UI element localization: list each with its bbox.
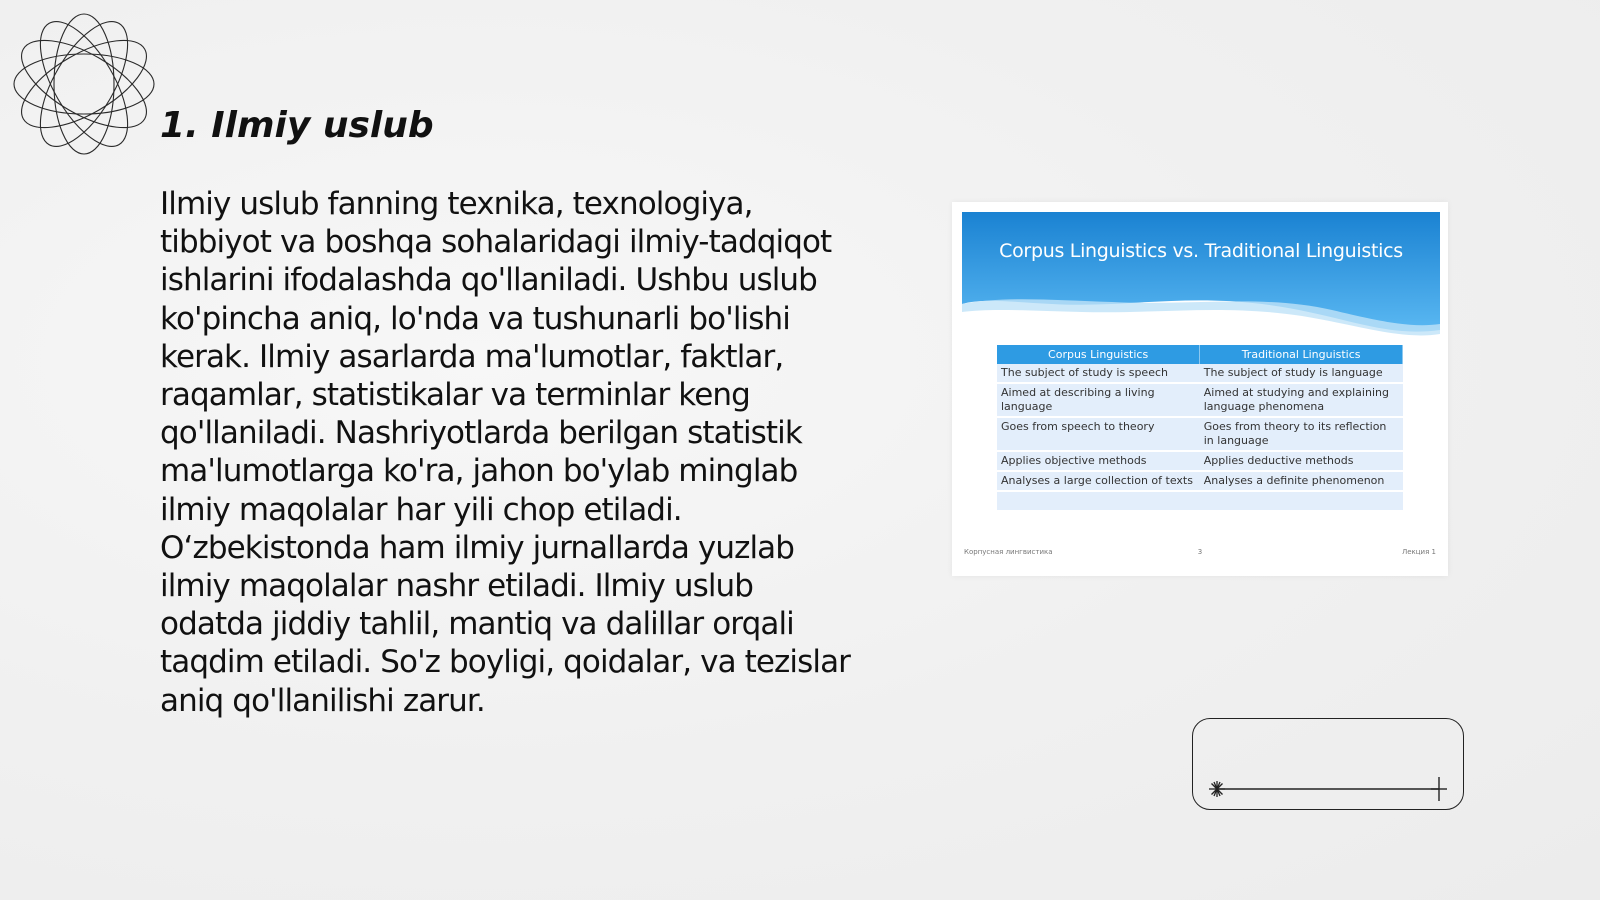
comparison-table [997,345,1403,510]
table-row [997,471,1403,491]
crosshair-icon [1431,777,1447,801]
footer-left: Корпусная лингвистика [964,548,1053,556]
slide-title: 1. Ilmiy uslub [160,105,434,146]
table-cell: Applies deductive methods [1200,451,1403,471]
table-row [997,491,1403,510]
table-cell [1200,491,1403,510]
thumbnail-footer [964,548,1436,558]
table-cell: The subject of study is speech [997,364,1200,383]
slide-thumbnail-image [952,202,1448,576]
wave-header-icon [962,212,1440,342]
spirograph-rings-icon [10,10,158,158]
thumbnail-header [962,212,1440,342]
table-cell: Goes from speech to theory [997,417,1200,451]
sparkle-icon [1209,781,1225,797]
footer-page-number: 3 [1197,548,1203,556]
decorative-frame [1192,718,1464,810]
table-cell: Analyses a definite phenomenon [1200,471,1403,491]
table-cell: Aimed at studying and explaining language phenomena [1200,383,1403,417]
table-cell [997,491,1200,510]
table-cell: Aimed at describing a living language [997,383,1200,417]
slide-body-text: Ilmiy uslub fanning texnika, texnologiya, tibbiyot va boshqa sohalaridagi ilmiy-tadqiqot ishlarini ifodalashda qo'llaniladi. Ushbu uslub ko'pincha aniq, lo'nda va tushunarli bo'lishi kerak. Ilmiy asarlarda ma'lumotlar, faktlar, raqamlar, statistikalar va terminlar keng qo'llaniladi. Nashriyotlarda berilgan statistik ma'lumotlarga ko'ra, jahon bo'ylab minglab ilmiy maqolalar har yili chop etiladi. O‘zbekistonda ham ilmiy jurnallarda yuzlab ilmiy maqolalar nashr etiladi. Ilmiy uslub odatda jiddiy tahlil, mantiq va dalillar orqali taqdim etiladi. So'z boyligi, qoidalar, va tezislar aniq qo'llanilishi zarur. [160,186,851,719]
table-cell: The subject of study is language [1200,364,1403,383]
footer-right: Лекция 1 [1401,548,1436,556]
table-row [997,364,1403,383]
table-header-traditional: Traditional Linguistics [1200,345,1403,364]
table-cell: Applies objective methods [997,451,1200,471]
table-row [997,417,1403,451]
timeline-line-icon [1193,719,1465,811]
table-header-corpus: Corpus Linguistics [997,345,1200,364]
thumbnail-title: Corpus Linguistics vs. Traditional Linguistics [999,240,1403,262]
table-row [997,451,1403,471]
table-cell: Analyses a large collection of texts [997,471,1200,491]
table-row [997,383,1403,417]
table-cell: Goes from theory to its reflection in language [1200,417,1403,451]
